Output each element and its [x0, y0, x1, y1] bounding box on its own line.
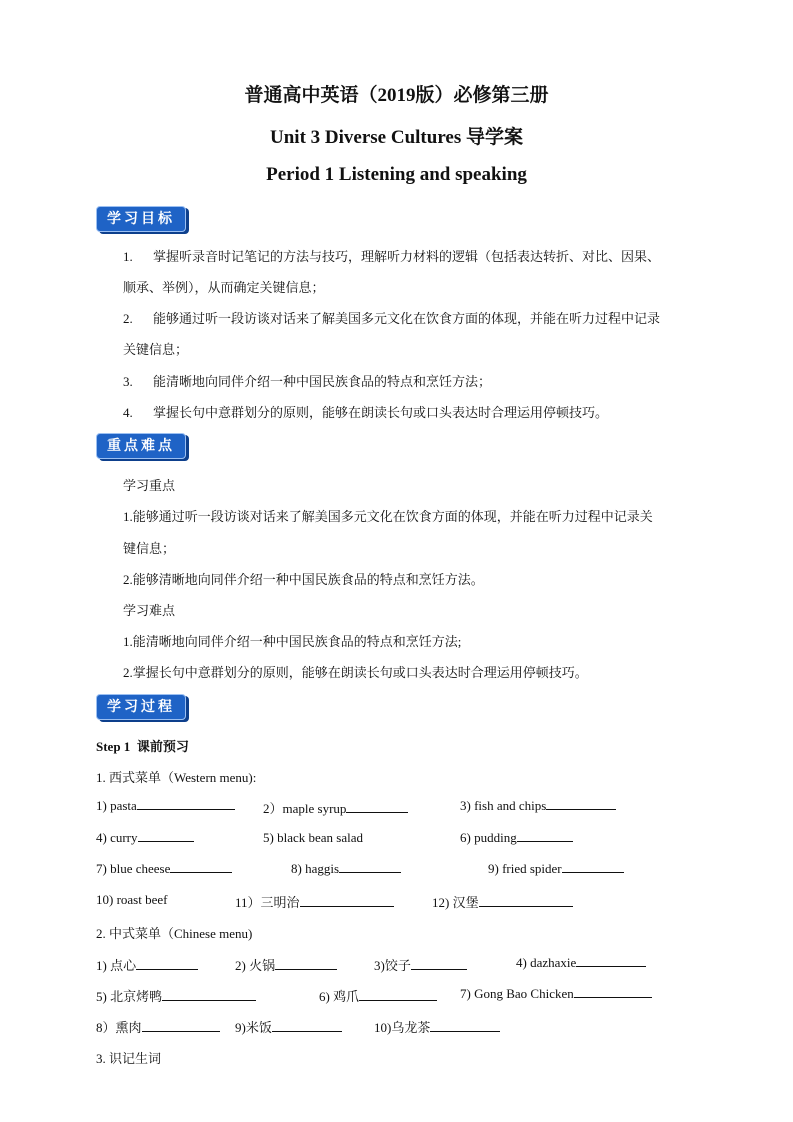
western-item-1: 1) pasta [96, 798, 235, 814]
western-menu-heading: 1. 西式菜单（Western menu): [96, 770, 257, 785]
western-item-4: 4) curry [96, 830, 194, 846]
focus-1-line2: 键信息； [123, 541, 176, 556]
chinese-item-3: 3)饺子 [374, 955, 467, 974]
objective-2-line2: 关键信息； [123, 342, 189, 357]
vocab-heading: 3. 识记生词 [96, 1051, 162, 1066]
page-title: 普通高中英语（2019版）必修第三册 [244, 85, 549, 106]
western-item-2: 2）maple syrup [263, 798, 408, 817]
period-title: Period 1 Listening and speaking [266, 164, 527, 185]
chinese-item-1: 1) 点心 [96, 955, 198, 974]
chinese-item-8: 8）熏肉 [96, 1017, 220, 1036]
difficulty-1: 1.能清晰地向同伴介绍一种中国民族食品的特点和烹饪方法; [123, 634, 462, 649]
unit-title: Unit 3 Diverse Cultures 导学案 [270, 127, 523, 148]
chinese-menu-heading: 2. 中式菜单（Chinese menu) [96, 926, 253, 941]
chinese-item-10: 10)乌龙茶 [374, 1017, 500, 1036]
western-item-6: 6) pudding [460, 830, 573, 846]
difficulty-2: 2.掌握长句中意群划分的原则，能够在朗读长句或口头表达时合理运用停顿技巧。 [123, 665, 588, 680]
keypoints-badge: 重点难点 [96, 433, 186, 459]
objectives-badge: 学习目标 [96, 206, 186, 232]
western-item-7: 7) blue cheese [96, 861, 232, 877]
objective-4: 4. 掌握长句中意群划分的原则，能够在朗读长句或口头表达时合理运用停顿技巧。 [123, 405, 609, 420]
western-item-11: 11）三明治 [235, 892, 394, 911]
process-badge: 学习过程 [96, 694, 186, 720]
chinese-item-7: 7) Gong Bao Chicken [460, 986, 652, 1002]
western-item-5: 5) black bean salad [263, 830, 363, 845]
objective-1-line1: 1. 掌握听录音时记笔记的方法与技巧，理解听力材料的逻辑（包括表达转折、对比、因果、 [123, 249, 661, 264]
focus-2: 2.能够清晰地向同伴介绍一种中国民族食品的特点和烹饪方法。 [123, 572, 484, 587]
western-item-3: 3) fish and chips [460, 798, 616, 814]
focus-1-line1: 1.能够通过听一段访谈对话来了解美国多元文化在饮食方面的体现，并能在听力过程中记录关 [123, 509, 653, 524]
chinese-item-9: 9)米饭 [235, 1017, 342, 1036]
chinese-item-4: 4) dazhaxie [516, 955, 646, 971]
western-item-12: 12) 汉堡 [432, 892, 573, 911]
objective-1-line2: 顺承、举例），从而确定关键信息； [123, 280, 325, 295]
western-item-10: 10) roast beef [96, 892, 168, 907]
focus-title: 学习重点 [123, 478, 176, 493]
chinese-item-2: 2) 火锅 [235, 955, 337, 974]
objective-2-line1: 2. 能够通过听一段访谈对话来了解美国多元文化在饮食方面的体现，并能在听力过程中记录 [123, 311, 661, 326]
western-item-8: 8) haggis [291, 861, 401, 877]
chinese-item-5: 5) 北京烤鸭 [96, 986, 256, 1005]
difficulty-title: 学习难点 [123, 603, 176, 618]
western-item-9: 9) fried spider [488, 861, 624, 877]
objective-3: 3. 能清晰地向同伴介绍一种中国民族食品的特点和烹饪方法； [123, 374, 492, 389]
step1-heading: Step 1 课前预习 [96, 739, 189, 754]
chinese-item-6: 6) 鸡爪 [319, 986, 437, 1005]
